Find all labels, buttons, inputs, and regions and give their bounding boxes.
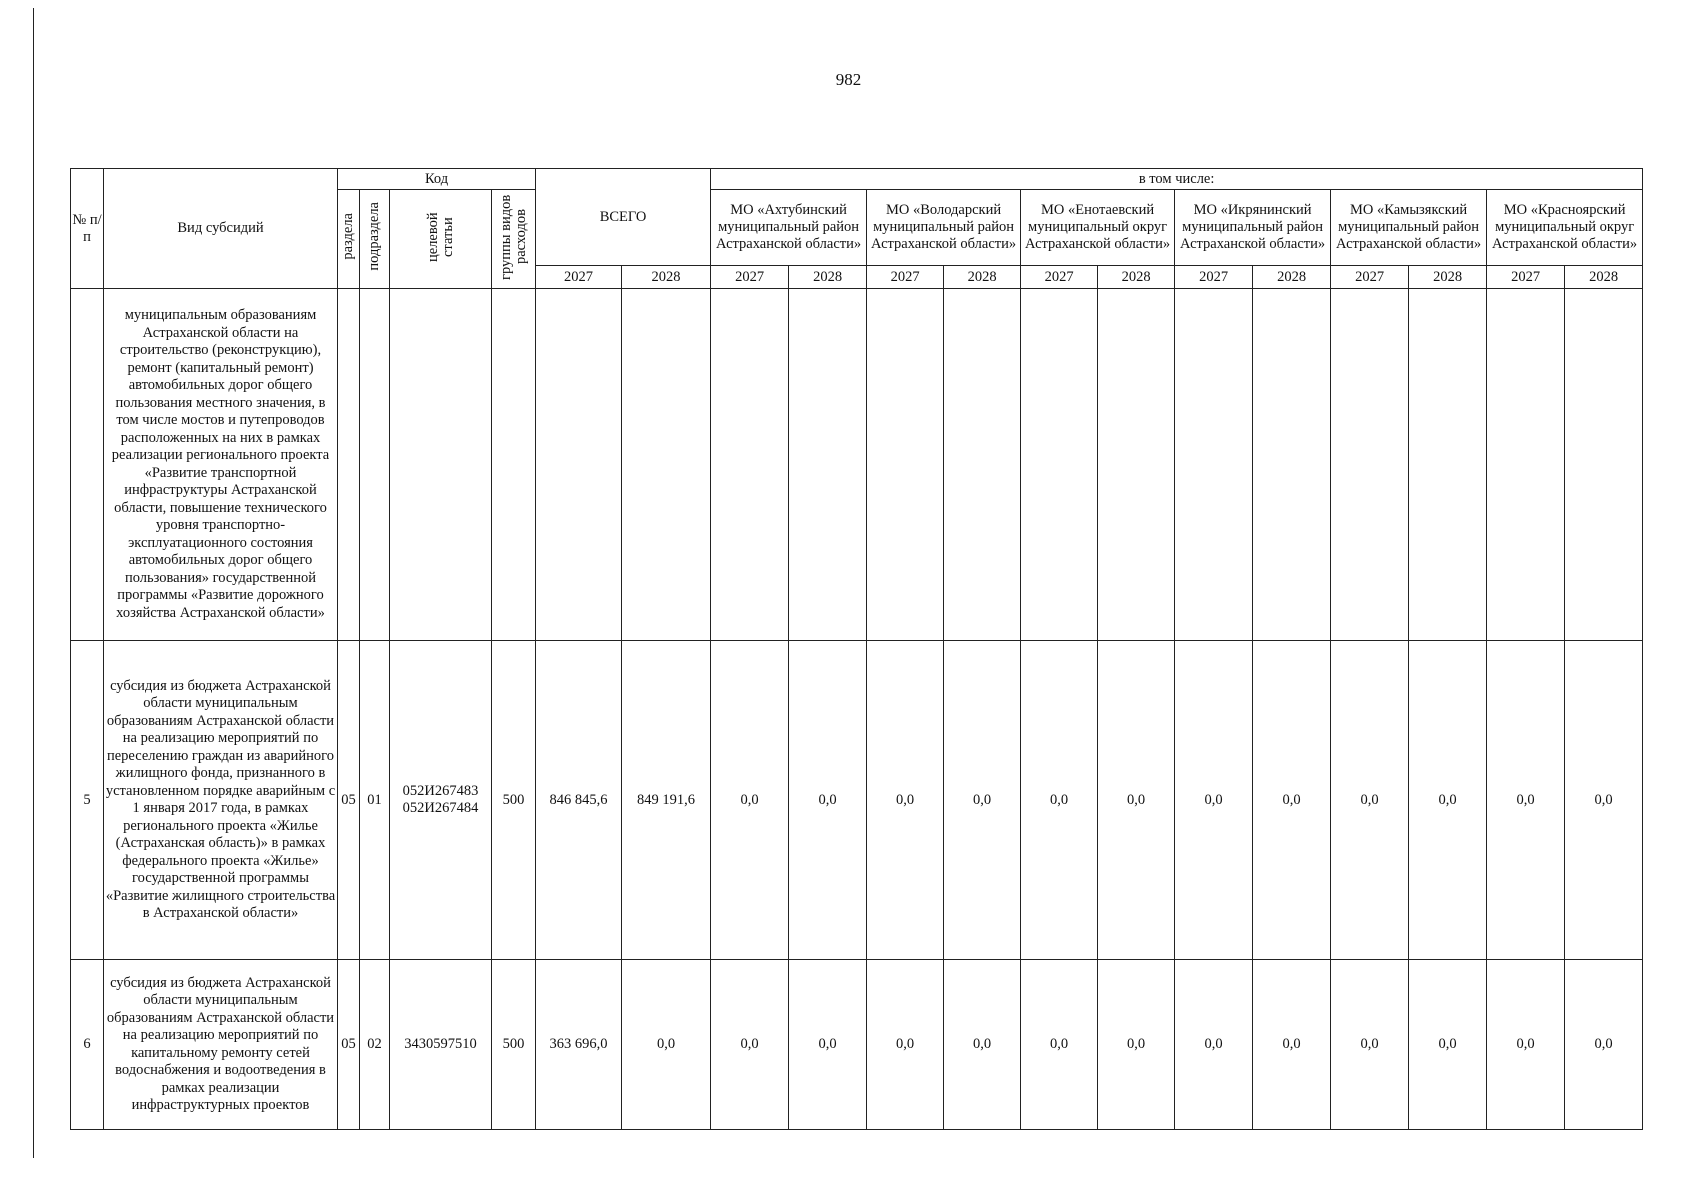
- header-code: Код: [338, 169, 536, 190]
- value-cell: 0,0: [1098, 960, 1175, 1130]
- row-number: 6: [71, 960, 104, 1130]
- value-cell: 0,0: [1098, 641, 1175, 960]
- subsidy-description: субсидия из бюджета Астраханской области муниципальным образованиям Астраханской области на реализацию мероприятий по переселению граждан из аварийного жилищного фонда, признанного в установленном порядке аварийным с 1 января 2017 года, в рамках регионального проекта «Жилье (Астраханская область)» в рамках федерального проекта «Жилье» государственной программы «Развитие жилищного строительства в Астраханской области»: [104, 641, 338, 960]
- value-cell: [1487, 289, 1565, 641]
- header-mo-kamyzyaksky: МО «Камызякский муниципальный район Астраханской области»: [1331, 190, 1487, 266]
- table-row: [71, 641, 1643, 960]
- value-cell: 0,0: [1253, 641, 1331, 960]
- row-number: [71, 289, 104, 641]
- value-cell: 0,0: [1565, 641, 1643, 960]
- header-podrazdel: подраздела: [360, 190, 390, 289]
- value-cell: 0,0: [1409, 641, 1487, 960]
- value-cell: 0,0: [1021, 960, 1098, 1130]
- header-gruppa: группы видов расходов: [492, 190, 536, 289]
- year-2028: 2028: [1253, 266, 1331, 289]
- header-total: ВСЕГО: [536, 169, 711, 266]
- value-cell: [622, 289, 711, 641]
- value-cell: [1331, 289, 1409, 641]
- value-cell: [536, 289, 622, 641]
- year-2027: 2027: [867, 266, 944, 289]
- year-2027: 2027: [536, 266, 622, 289]
- value-cell: 0,0: [1021, 641, 1098, 960]
- value-cell: 0,0: [711, 641, 789, 960]
- table-row: [71, 960, 1643, 1130]
- value-cell: 0,0: [1253, 960, 1331, 1130]
- subsidy-description: субсидия из бюджета Астраханской области муниципальным образованиям Астраханской области на реализацию мероприятий по капитальному ремонту сетей водоснабжения и водоотведения в рамках реализации инфраструктурных проектов: [104, 960, 338, 1130]
- value-cell: 0,0: [711, 960, 789, 1130]
- code-tselevaya: [390, 289, 492, 641]
- code-podrazdel: [360, 289, 390, 641]
- subsidy-description: муниципальным образованиям Астраханской области на строительство (реконструкцию), ремонт (капитальный ремонт) автомобильных дорог общего пользования местного значения, в том числе мостов и путепроводов расположенных на них в рамках реализации регионального проекта «Развитие транспортной инфраструктуры Астраханской области, повышение технического уровня транспортно-эксплуатационного состояния автомобильных дорог общего пользования» государственной программы «Развитие дорожного хозяйства Астраханской области»: [104, 289, 338, 641]
- value-cell: [789, 289, 867, 641]
- row-number: 5: [71, 641, 104, 960]
- year-2028: 2028: [944, 266, 1021, 289]
- header-num: № п/п: [71, 169, 104, 289]
- code-podrazdel: 02: [360, 960, 390, 1130]
- value-cell: 0,0: [789, 641, 867, 960]
- header-row-1: [71, 169, 1643, 190]
- year-2027: 2027: [1021, 266, 1098, 289]
- code-tselevaya: 3430597510: [390, 960, 492, 1130]
- value-cell: [1021, 289, 1098, 641]
- table-row: [71, 289, 1643, 641]
- subsidies-table: [70, 168, 1643, 1130]
- value-cell: [1565, 289, 1643, 641]
- value-cell: 0,0: [867, 960, 944, 1130]
- value-cell: [1175, 289, 1253, 641]
- code-gruppa: [492, 289, 536, 641]
- value-cell: 0,0: [944, 960, 1021, 1130]
- value-cell: [1098, 289, 1175, 641]
- header-including: в том числе:: [711, 169, 1643, 190]
- year-2027: 2027: [711, 266, 789, 289]
- header-type: Вид субсидий: [104, 169, 338, 289]
- value-cell: 363 696,0: [536, 960, 622, 1130]
- header-mo-enotaevsky: МО «Енотаевский муниципальный округ Астраханской области»: [1021, 190, 1175, 266]
- page-number: 982: [835, 70, 862, 89]
- value-cell: 0,0: [1331, 641, 1409, 960]
- year-2028: 2028: [1098, 266, 1175, 289]
- header-mo-akhtubinsky: МО «Ахтубинский муниципальный район Астраханской области»: [711, 190, 867, 266]
- value-cell: 0,0: [867, 641, 944, 960]
- year-2028: 2028: [622, 266, 711, 289]
- year-2028: 2028: [1409, 266, 1487, 289]
- value-cell: [711, 289, 789, 641]
- value-cell: 849 191,6: [622, 641, 711, 960]
- year-2028: 2028: [789, 266, 867, 289]
- header-razdel: раздела: [338, 190, 360, 289]
- year-2027: 2027: [1175, 266, 1253, 289]
- value-cell: [1253, 289, 1331, 641]
- code-razdel: 05: [338, 641, 360, 960]
- code-gruppa: 500: [492, 960, 536, 1130]
- year-2028: 2028: [1565, 266, 1643, 289]
- header-mo-krasnoyarsky: МО «Красноярский муниципальный округ Астраханской области»: [1487, 190, 1643, 266]
- value-cell: 0,0: [1175, 641, 1253, 960]
- value-cell: [867, 289, 944, 641]
- code-gruppa: 500: [492, 641, 536, 960]
- year-2027: 2027: [1331, 266, 1409, 289]
- code-tselevaya: 052И267483 052И267484: [390, 641, 492, 960]
- value-cell: 0,0: [1331, 960, 1409, 1130]
- header-mo-volodarsky: МО «Володарский муниципальный район Астраханской области»: [867, 190, 1021, 266]
- year-2027: 2027: [1487, 266, 1565, 289]
- code-razdel: [338, 289, 360, 641]
- value-cell: 0,0: [622, 960, 711, 1130]
- value-cell: 0,0: [944, 641, 1021, 960]
- value-cell: [944, 289, 1021, 641]
- value-cell: [1409, 289, 1487, 641]
- value-cell: 0,0: [1565, 960, 1643, 1130]
- margin-line: [33, 8, 34, 1158]
- code-razdel: 05: [338, 960, 360, 1130]
- value-cell: 0,0: [789, 960, 867, 1130]
- value-cell: 0,0: [1487, 960, 1565, 1130]
- value-cell: 0,0: [1409, 960, 1487, 1130]
- header-tselevaya: целевой статьи: [390, 190, 492, 289]
- code-podrazdel: 01: [360, 641, 390, 960]
- value-cell: 846 845,6: [536, 641, 622, 960]
- header-mo-ikryaninsky: МО «Икрянинский муниципальный район Астраханской области»: [1175, 190, 1331, 266]
- value-cell: 0,0: [1175, 960, 1253, 1130]
- value-cell: 0,0: [1487, 641, 1565, 960]
